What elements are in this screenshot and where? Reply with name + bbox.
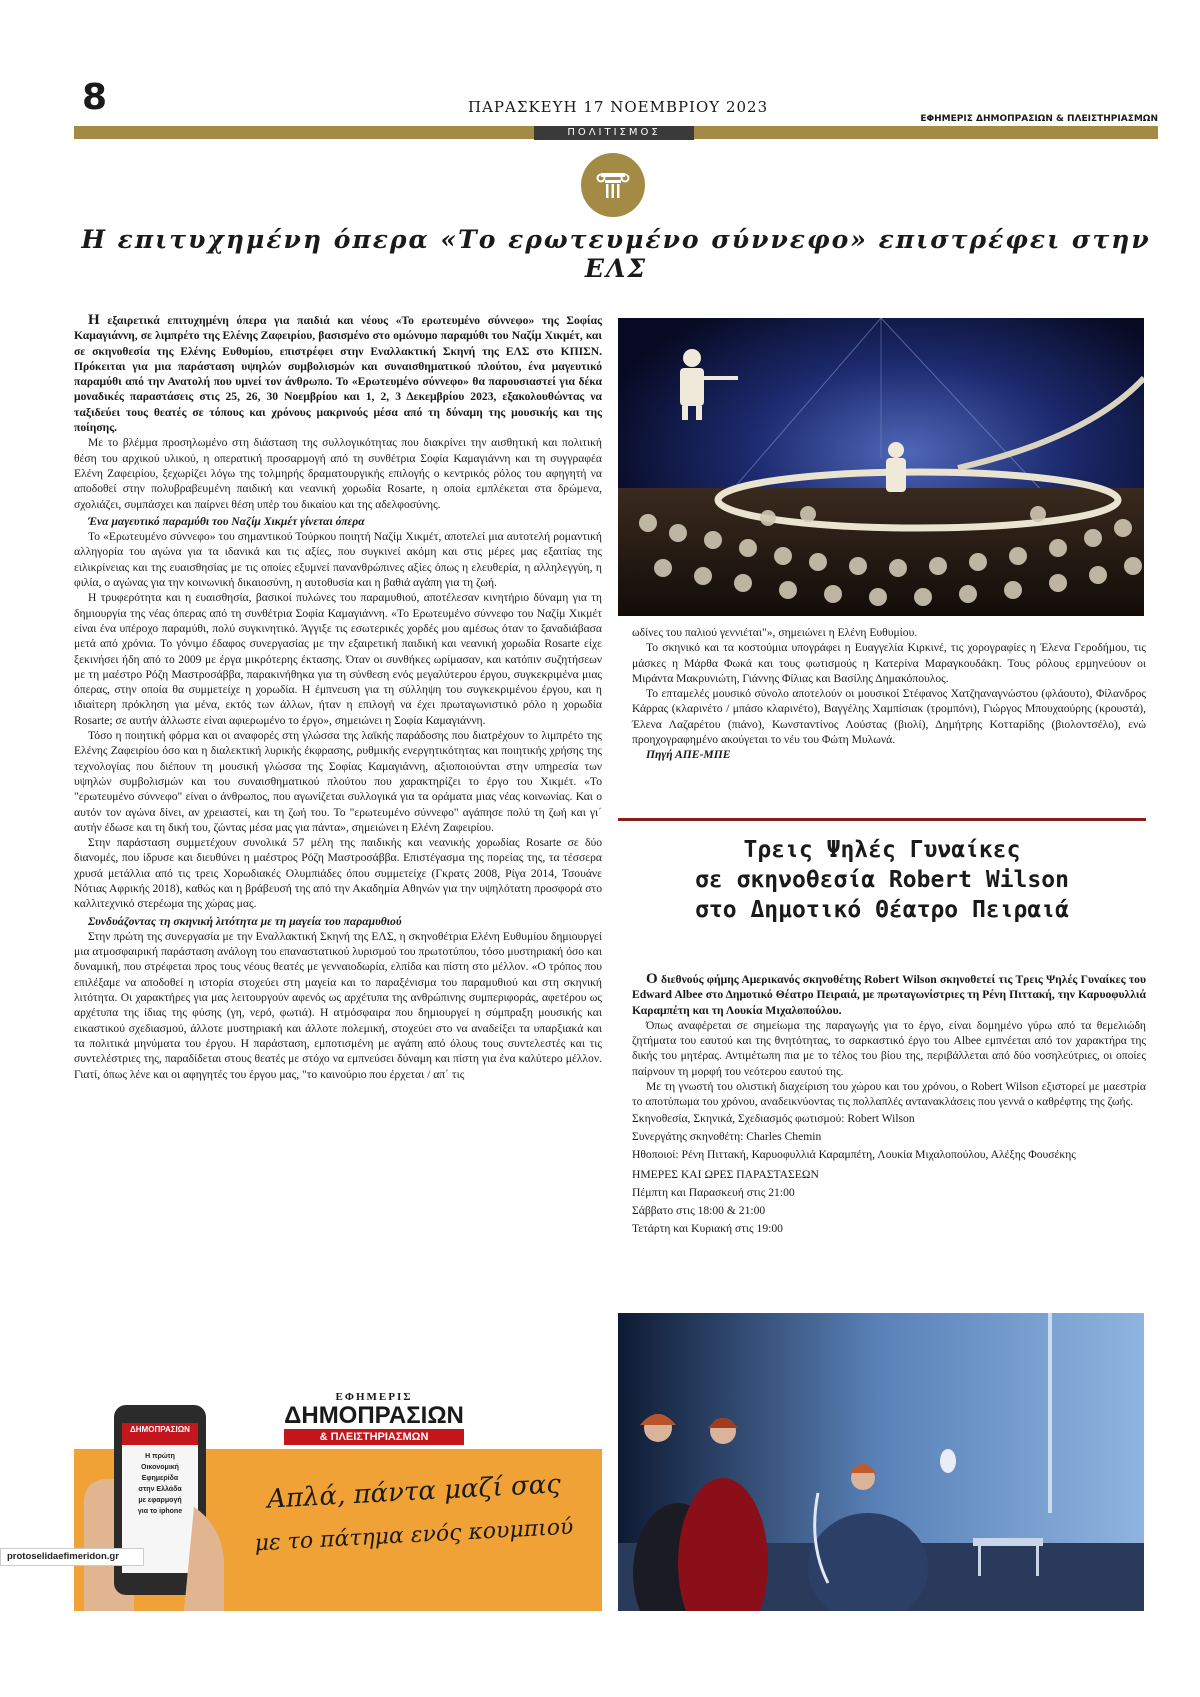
subheading: Ένα μαγευτικό παραμύθι του Ναζίμ Χικμέτ γίνεται όπερα (88, 514, 365, 528)
article-headline: Η επιτυχημένη όπερα «Το ερωτευμένο σύννεφο» επιστρέφει στην ΕΛΣ (81, 225, 1151, 283)
phone-text-line: Η πρώτη (145, 1453, 175, 1460)
article2-body (632, 972, 1146, 1238)
masthead: ΕΦΗΜΕΡΙΣ ΔΗΜΟΠΡΑΣΙΩΝ & ΠΛΕΙΣΤΗΡΙΑΣΜΩΝ (920, 114, 1158, 124)
column-capital-icon (581, 153, 645, 217)
source-watermark: protoselidaefimeridon.gr (0, 1548, 144, 1566)
app-advertisement[interactable] (74, 1387, 602, 1611)
article-source: Πηγή ΑΠΕ-ΜΠΕ (646, 748, 731, 762)
article2-headline (618, 835, 1146, 925)
paragraph: Στην παράσταση συμμετέχουν συνολικά 57 μέλη της παιδικής και νεανικής χορωδίας Rosarte σε δύο διανομές, που ίδρυσε και διευθύνει η μαέστρος Ρόζη Μαστροσάββα. Επιστέγασμα της πορείας της, τα τέσσερα χρυσά μετάλλια από τις τρεις Χορωδιακές Ολυμπιάδες όπου συμμετείχε (Γκρατς 2008, Ρίγα 2014, Τσουάνε Νότιας Αφρικής 2018), καθώς και η βράβευσή της από την Ακαδημία Αθηνών για την υψηλότατη προσφορά στο καλλιτεχνικό στερέωμα της χώρας μας. (74, 836, 602, 911)
section-label: ΠΟΛΙΤΙΣΜΟΣ (534, 126, 694, 140)
article2-lead: Ο διεθνούς φήμης Αμερικανός σκηνοθέτης Robert Wilson σκηνοθετεί τις Τρεις Ψηλές Γυναίκες του Edward Albee στο Δημοτικό Θέατρο Πειραιά, με πρωταγωνίστριες τη Ρένη Πιττακή, την Καρυοφυλλιά Καραμπέτη και τη Λουκία Μιχαλοπούλου. (632, 971, 1146, 1017)
paragraph: Το επταμελές μουσικό σύνολο αποτελούν οι μουσικοί Στέφανος Χατζηαναγνώστου (φλάουτο), Φίλανδρος Κάρρας (κλαρινέτο / μπάσο κλαρινέτο), Βαγγέλης Χαμπίσιακ (τρομπόνι), Γιώργος Μπουχαούρης (κρουστά), Έλενα Λαζαρέτου (πιάνο), Κωνσταντίνος Λούστας (βιολί), Δημήτρης Κοτταρίδης (βιολοντσέλο), ενώ προηχογραφημένο ακούγεται το νέυ του Φώτη Μυλωνά. (632, 687, 1146, 747)
paragraph: Η τρυφερότητα και η ευαισθησία, βασικοί πυλώνες του παραμυθιού, αποτέλεσαν κινητήριο δύναμη για τη δημιουργία της νέας όπερας από τη συνθέτρια Σοφία Καμαγιάννη. «Το Ερωτευμένο σύννεφο του Ναζίμ Χικμέτ είναι ένα υπέροχο παραμύθι, πολύ συγκινητικό. Άγγιξε τις εσωτερικές χορδές μου αμέσως όταν το ξαναδιάβασα μετά από χρόνια. Το γόνιμο έδαφος συνεργασίας με την εξαιρετική παιδική και νεανική χορωδία Rosarte είχε ξεκινήσει ήδη από το 2009 με έργα μικρότερης έκτασης. Όταν οι συνθήκες ωρίμασαν, και κατόπιν συζητήσεων με τη μαέστρο Ρόζη Μαστροσάββα, παρακινήθηκα για τη σύνθεση ενός μεγαλύτερου έργου, συγκεκριμένα μιας όπερας, στην οποία θα συμμετείχε η χορωδία. Η έμπνευση για τη σύλληψη του συγκεκριμένου έργου, και η ιδιαίτερη πρόκληση για μένα, εκτός των άλλων, ήταν η επιλογή να έχει πρωταγωνιστικό ρόλο η χορωδία Rosarte; σε αυτήν άλλωστε είναι αφιερωμένο το έργο», σημειώνει η Σοφία Καμαγιάννη. (74, 591, 602, 727)
page-number: 8 (82, 77, 108, 118)
schedule-line: Τετάρτη και Κυριακή στις 19:00 (632, 1221, 783, 1235)
phone-text-line: στην Ελλάδα (138, 1486, 182, 1493)
phone-text-line: για το iphone (137, 1508, 183, 1515)
opera-stage-photo (618, 318, 1144, 616)
article-divider (618, 818, 1146, 821)
ad-brand: ΔΗΜΟΠΡΑΣΙΩΝ (284, 1402, 464, 1429)
schedule-line: Σάββατο στις 18:00 & 21:00 (632, 1203, 766, 1217)
phone-text-line: με εφαρμογή (138, 1497, 182, 1504)
headline-line: Τρεις Ψηλές Γυναίκες (743, 837, 1021, 863)
ad-brand-sub: & ΠΛΕΙΣΤΗΡΙΑΣΜΩΝ (284, 1429, 464, 1445)
ad-small-label: ΕΦΗΜΕΡΙΣ (335, 1391, 413, 1403)
article-lead: Η εξαιρετικά επιτυχημένη όπερα για παιδιά και νέους «Το ερωτευμένο σύννεφο» της Σοφίας Καμαγιάννη, σε λιμπρέτο της Ελένης Ζαφειρίου, βασισμένο στο ομώνυμο παραμύθι του Ναζίμ Χικμέτ, και σε σκηνοθεσία της Ελένης Ευθυμίου, επιστρέφει στην Εναλλακτική Σκηνή της ΕΛΣ στο ΚΠΙΣΝ. Πρόκειται για μια παράσταση υψηλών συμβολισμών και συναισθηματικού πλούτου, ένα μαγευτικό παραμύθι από την Ανατολή που υμνεί τον άνθρωπο. Το «Ερωτευμένο σύννεφο» θα παρουσιαστεί για δέκα μοναδικές παραστάσεις στις 25, 26, 30 Νοεμβρίου και 1, 2, 3 Δεκεμβρίου 2023, εξακολουθώντας να ταξιδεύει τους θεατές σε τόπους και χρόνους μακρινούς μέσα από τη δύναμη της μουσικής και της ποίησης. (74, 312, 602, 435)
ad-slogan-2: με το πάτημα ενός κουμπιού (254, 1514, 574, 1557)
paragraph: Με το βλέμμα προσηλωμένο στη διάσταση της συλλογικότητας που διακρίνει την αισθητική και πολιτική θέση του αρχικού υλικού, η οπερατική προσαρμογή από τη συνθέτρια Σοφία Καμαγιάννη και τη συγγραφέα Ελένη Ζαφειρίου, ξεχωρίζει λόγω της τολμηρής δραματουργικής επιλογής ο κεντρικός ρόλος του αφηγητή να αποδοθεί στην πολυβραβευμένη παιδική και νεανική χορωδία Rosarte, η οποία εμπλέκεται στα δρώμενα, σχολιάζει, συμπάσχει και παίρνει θέση υπέρ του δικαίου και της αδελφοσύνης. (74, 436, 602, 511)
phone-app-brand: ΔΗΜΟΠΡΑΣΙΩΝ (130, 1425, 190, 1434)
subheading: Συνδυάζοντας τη σκηνική λιτότητα με τη μαγεία του παραμυθιού (88, 914, 402, 928)
issue-date: ΠΑΡΑΣΚΕΥΗ 17 ΝΟΕΜΒΡΙΟΥ 2023 (468, 98, 769, 116)
paragraph: Το σκηνικό και τα κοστούμια υπογράφει η Ευαγγελία Κιρκινέ, τις χορογραφίες η Έλενα Γεροδήμου, τις μάσκες η Μάρθα Φωκά και τους φωτισμούς η Κατερίνα Μαραγκουδάκη. Τους ρόλους ερμηνεύουν οι Μιράντα Μακρυνιώτη, Γιάννης Φίλιας και Βασίλης Δημακόπουλος. (632, 641, 1146, 685)
phone-text-line: Οικονομική (141, 1464, 179, 1471)
credit-line: Σκηνοθεσία, Σκηνικά, Σχεδιασμός φωτισμού: Robert Wilson (632, 1111, 915, 1125)
phone-text-line: Εφημερίδα (141, 1475, 179, 1482)
headline-line: στο Δημοτικό Θέατρο Πειραιά (695, 897, 1069, 923)
paragraph: Όπως αναφέρεται σε σημείωμα της παραγωγής για το έργο, είναι δομημένο γύρω από τα θεμελιώδη ζητήματα του εαυτού και της θνητότητας, το σαρκαστικό έργο του Albee εμπνέεται από τον χαρακτήρα της δικής του μητέρας. Αντιμέτωπη πια με το τέλος του βίου της, περιβάλλεται από δύο νοσηλεύτριες, οι οποίες παίρνουν τη μορφή του νεότερου εαυτού της. (632, 1018, 1146, 1078)
headline-line: σε σκηνοθεσία Robert Wilson (695, 867, 1069, 893)
credit-line: Ηθοποιοί: Ρένη Πιττακή, Καρυοφυλλιά Καραμπέτη, Λουκία Μιχαλοπούλου, Αλέξης Φουσέκης (632, 1147, 1076, 1161)
paragraph: Τόσο η ποιητική φόρμα και οι αναφορές στη γλώσσα της λαϊκής παράδοσης που διατρέχουν το λιμπρέτο της Ελένης Ζαφειρίου όσο και η διαλεκτική λυρικής έκφρασης, ρυθμικής ενεργητικότητας και ποιητικής χρήσης της τεχνολογίας που διέπουν τη μουσική γλώσσα της Σοφίας Καμαγιάννη, αξιοποιούνται στην υπηρεσία των υψηλών συμβολισμών και του συναισθηματικού πλούτου που χαρακτηρίζει το έργο του Χικμέτ. «Το "ερωτευμένο σύννεφο" είναι ο άνθρωπος, που αγωνίζεται συλλογικά για τα οράματα μιας νέας κοινωνίας. Και ο αυτόν τον αγώνα δίνει, αν χρειαστεί, και τη ζωή του. Το "ερωτευμένο σύννεφο" αγάπησε πολύ τη ζωή και γι΄ αυτήν έδωσε και τη δική του, ζώντας μέσα μας για πάντα», σημειώνει η Ελένη Ζαφειρίου. (74, 729, 602, 834)
phone-screen-text (126, 1451, 194, 1517)
article-body-left (74, 313, 602, 1082)
paragraph: ωδίνες του παλιού γεννιέται"», σημειώνει η Ελένη Ευθυμίου. (632, 626, 918, 639)
paragraph: Στην πρώτη της συνεργασία με την Εναλλακτική Σκηνή της ΕΛΣ, η σκηνοθέτρια Ελένη Ευθυμίου δημιουργεί μια ατμοσφαιρική παράσταση ανάλογη του επαναστατικού λυρισμού του πρωτοτύπου, τόσο μυστηριακή όσο και δυναμική, που στρέφεται προς τους νέους θεατές με γενναιοδωρία, ελπίδα και πίστη στο μέλλον. «Ο τρόπος που επιλέξαμε να αποδοθεί η ιστορία στοχεύει στη μαγεία και το παραξένισμα του παραμυθιού και στη σκηνική λιτότητα. Οι χαρακτήρες για μας λειτουργούν αφενός ως αρχέτυπα της ανθρώπινης συμπεριφοράς, αφετέρου ως αρχέτυπα της ίδιας της φύσης (γη, νερό, φωτιά). Η ατμόσφαιρα που δημιουργεί η σύμπραξη μουσικής και εικαστικού σχεδιασμού, άλλοτε μυστηριακή και άλλοτε πολεμική, στοχεύει στο να αναδείξει τα υπαρξιακά και τα πολιτικά μηνύματα του έργου. Η παράσταση, εμποτισμένη με αγάπη από όλους τους συντελεστές και τις συντελέστριες της, παραδίδεται στους θεατές με στόχο να εμπνεύσει δύναμη και πίστη για ένα καλύτερο μέλλον. Γιατί, όπως λένε και οι αφηγητές του έργου μας, "το καινούριο που έρχεται / απ΄ τις (74, 929, 602, 1081)
ad-slogan-1: Απλά, πάντα μαζί σας (266, 1469, 562, 1515)
paragraph: Με τη γνωστή του ολιστική διαχείριση του χώρου και του χρόνου, ο Robert Wilson εξιστορεί με μαεστρία το αποτύπωμα του χρόνου, αναδεικνύοντας τις πολλαπλές αντανακλάσεις που γεννά ο καθρέφτης της ζωής. (632, 1080, 1146, 1109)
three-tall-women-photo (618, 1313, 1144, 1611)
article-body-right-continuation (632, 625, 1146, 763)
paragraph: Το «Ερωτευμένο σύννεφο» του σημαντικού Τούρκου ποιητή Ναζίμ Χικμέτ, αποτελεί μια αυτοτελή ρομαντική αλληγορία του αγώνα για τα ιδανικά και τις αξίες, που συγκινεί ακόμη και στις μέρες μας εξαιτίας της ειλικρίνειας και της ευαισθησίας με τις οποίες εξυμνεί πανανθρώπινες αξίες όπως η ελευθερία, η αλληλεγγύη, η φιλία, ο αγώνας για την κοινωνική δικαιοσύνη, η αυτοθυσία και η βαθιά αγάπη για τη ζωή. (74, 530, 602, 590)
schedule-title: ΗΜΕΡΕΣ ΚΑΙ ΩΡΕΣ ΠΑΡΑΣΤΑΣΕΩΝ (632, 1167, 819, 1181)
credit-line: Συνεργάτης σκηνοθέτη: Charles Chemin (632, 1129, 822, 1143)
schedule-line: Πέμπτη και Παρασκευή στις 21:00 (632, 1185, 795, 1199)
